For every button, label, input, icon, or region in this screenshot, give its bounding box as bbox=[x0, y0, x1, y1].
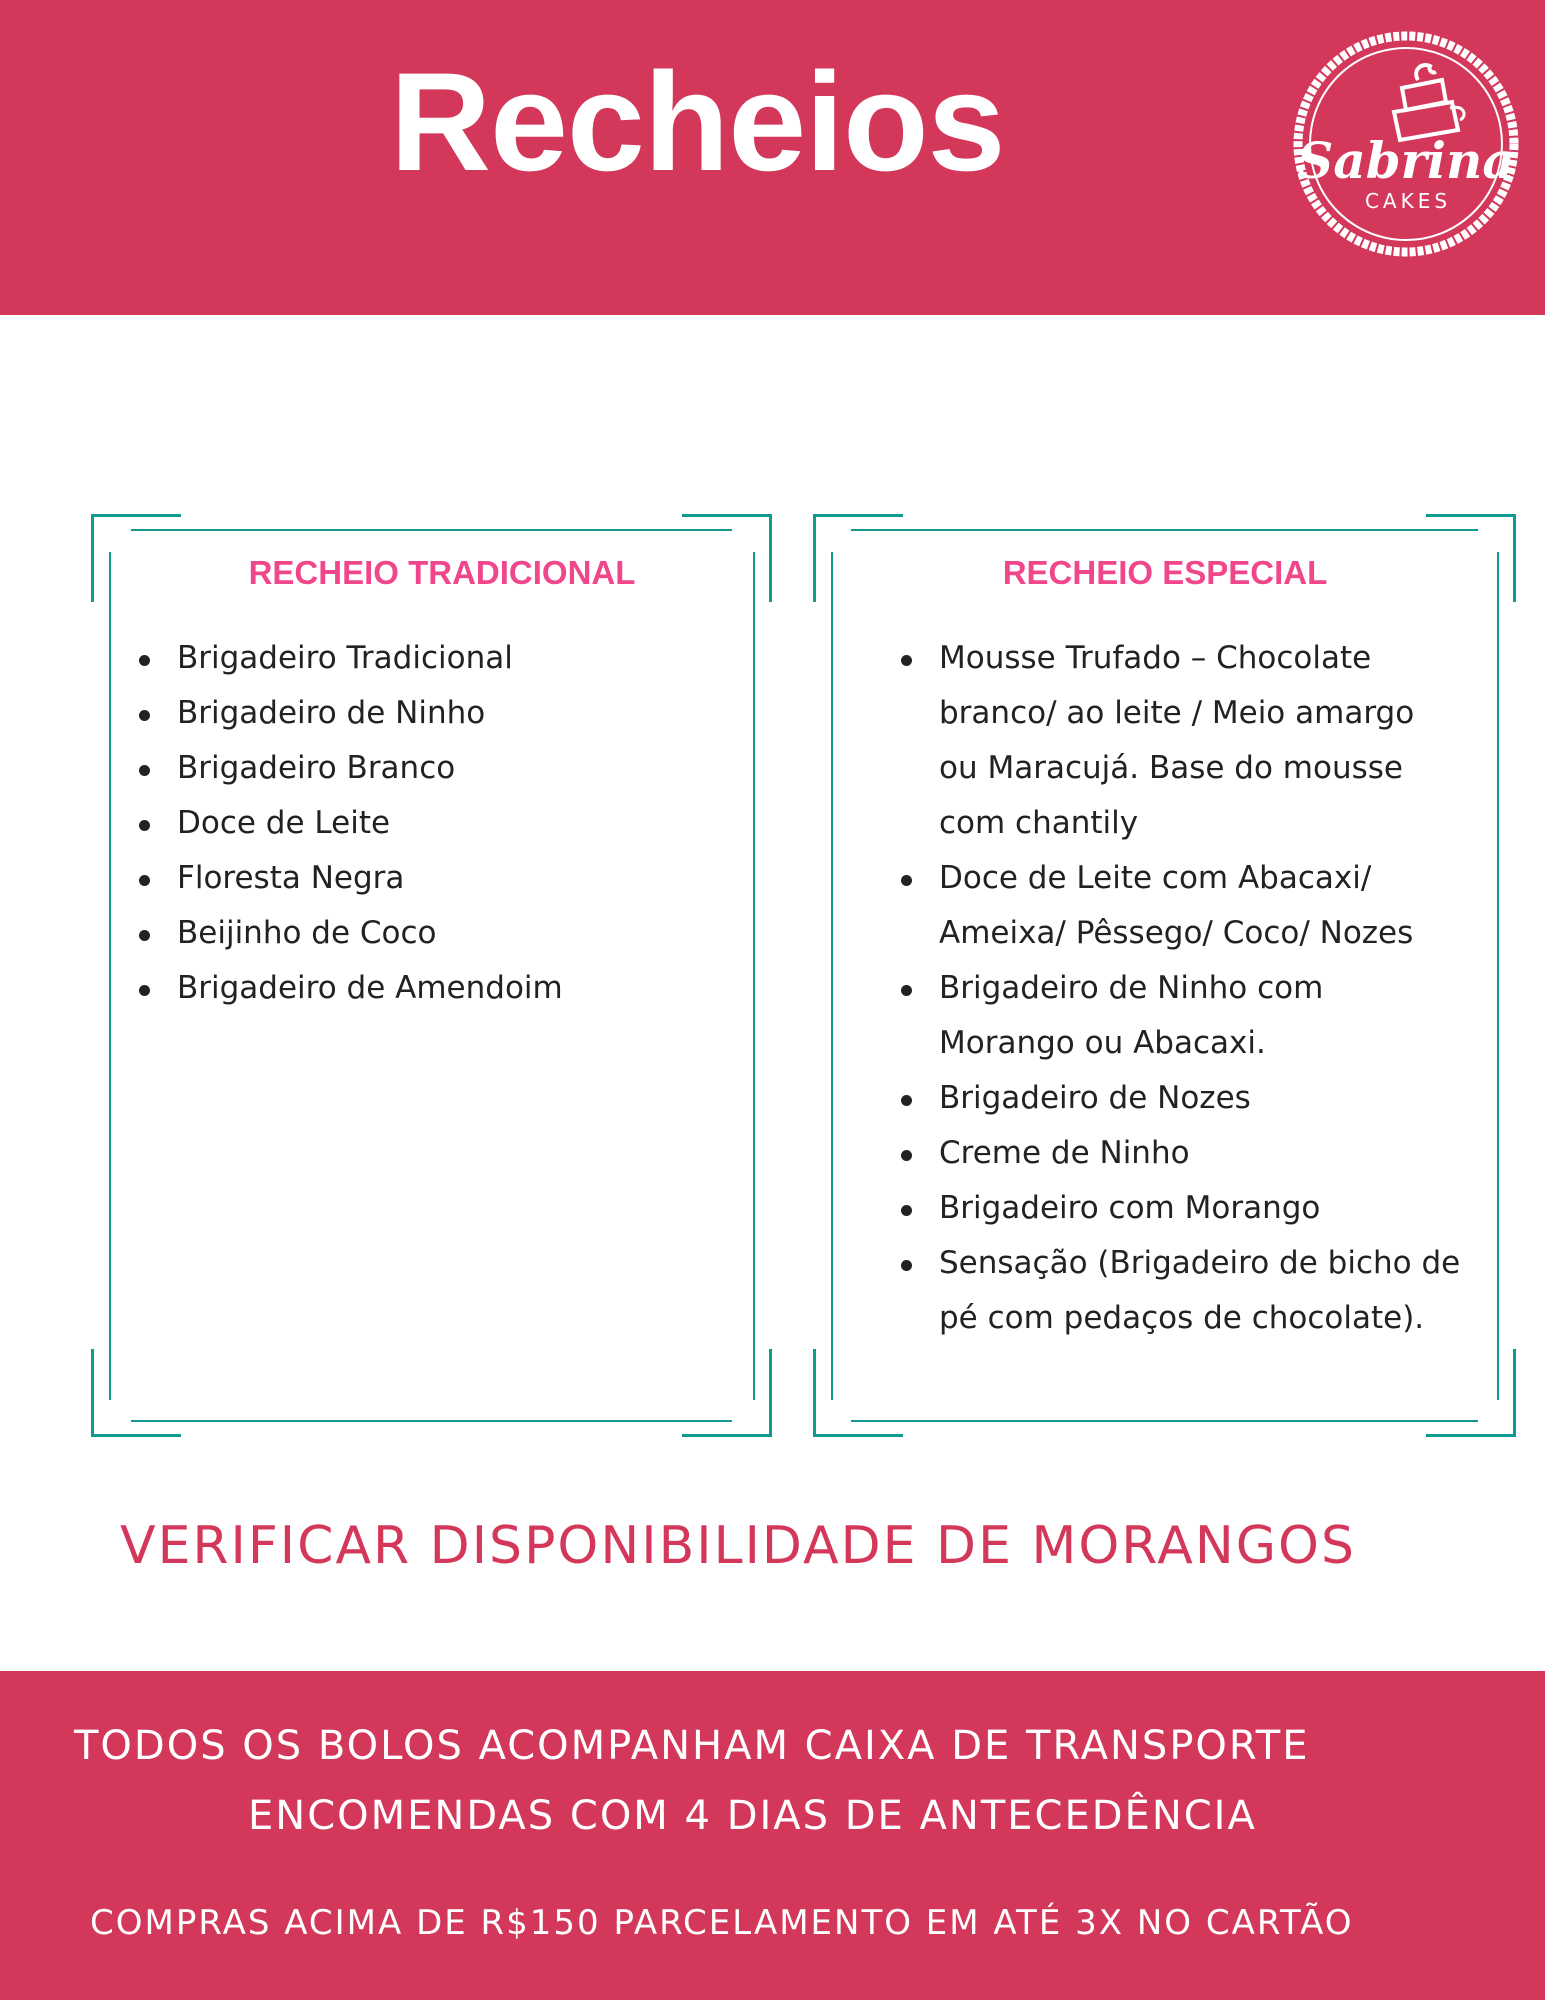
frame-corner bbox=[813, 1349, 816, 1437]
list-item: Brigadeiro Branco bbox=[139, 741, 739, 796]
list-item: Brigadeiro de Ninho bbox=[139, 686, 739, 741]
svg-text:CAKES: CAKES bbox=[1364, 189, 1452, 213]
frame-inner-line bbox=[131, 529, 732, 531]
header-banner bbox=[0, 0, 1545, 315]
footer-order-notice: ENCOMENDAS COM 4 DIAS DE ANTECEDÊNCIA bbox=[248, 1793, 1257, 1839]
list-item: Floresta Negra bbox=[139, 851, 739, 906]
list-item: Sensação (Brigadeiro de bicho de pé com pedaços de chocolate). bbox=[901, 1236, 1461, 1346]
frame-inner-line bbox=[851, 1420, 1478, 1422]
section-title: RECHEIO TRADICIONAL bbox=[248, 554, 636, 591]
footer-transport-note: TODOS OS BOLOS ACOMPANHAM CAIXA DE TRANSPORTE bbox=[74, 1723, 1310, 1769]
frame-corner bbox=[813, 1434, 903, 1437]
frame-especial bbox=[813, 514, 1517, 1439]
frame-corner bbox=[682, 1434, 772, 1437]
frame-corner bbox=[1426, 514, 1516, 517]
frame-corner bbox=[91, 514, 181, 517]
list-item: Brigadeiro de Amendoim bbox=[139, 961, 739, 1016]
frame-corner bbox=[1426, 1434, 1516, 1437]
brand-logo bbox=[1290, 28, 1522, 260]
list-item: Brigadeiro com Morango bbox=[901, 1181, 1461, 1236]
footer-payment-note: COMPRAS ACIMA DE R$150 PARCELAMENTO EM ATÉ 3X NO CARTÃO bbox=[90, 1903, 1354, 1943]
frame-inner-line bbox=[831, 552, 833, 1400]
list-item: Mousse Trufado – Chocolate branco/ ao leite / Meio amargo ou Maracujá. Base do mousse com chantily bbox=[901, 631, 1461, 851]
list-item: Creme de Ninho bbox=[901, 1126, 1461, 1181]
frame-corner bbox=[769, 1349, 772, 1437]
frame-inner-line bbox=[131, 1420, 732, 1422]
strawberry-availability-notice: VERIFICAR DISPONIBILIDADE DE MORANGOS bbox=[120, 1516, 1356, 1576]
frame-corner bbox=[1513, 1349, 1516, 1437]
list-item: Doce de Leite bbox=[139, 796, 739, 851]
list-item: Brigadeiro de Nozes bbox=[901, 1071, 1461, 1126]
frame-corner bbox=[91, 1349, 94, 1437]
list-item: Brigadeiro Tradicional bbox=[139, 631, 739, 686]
filling-list bbox=[901, 631, 1461, 1346]
page-title: Recheios bbox=[390, 43, 1005, 200]
frame-inner-line bbox=[1497, 552, 1499, 1400]
list-item: Doce de Leite com Abacaxi/ Ameixa/ Pêssego/ Coco/ Nozes bbox=[901, 851, 1461, 961]
frame-corner bbox=[682, 514, 772, 517]
footer-banner bbox=[0, 1671, 1545, 2000]
svg-text:Sabrina: Sabrina bbox=[1297, 131, 1515, 190]
section-title: RECHEIO ESPECIAL bbox=[1002, 554, 1328, 591]
frame-tradicional bbox=[91, 514, 773, 1439]
frame-corner bbox=[813, 514, 903, 517]
frame-inner-line bbox=[851, 529, 1478, 531]
frame-inner-line bbox=[109, 552, 111, 1400]
filling-list bbox=[139, 631, 739, 1016]
frame-corner bbox=[91, 1434, 181, 1437]
cake-icon bbox=[1290, 28, 1522, 260]
list-item: Brigadeiro de Ninho com Morango ou Abacaxi. bbox=[901, 961, 1461, 1071]
list-item: Beijinho de Coco bbox=[139, 906, 739, 961]
frame-inner-line bbox=[753, 552, 755, 1400]
